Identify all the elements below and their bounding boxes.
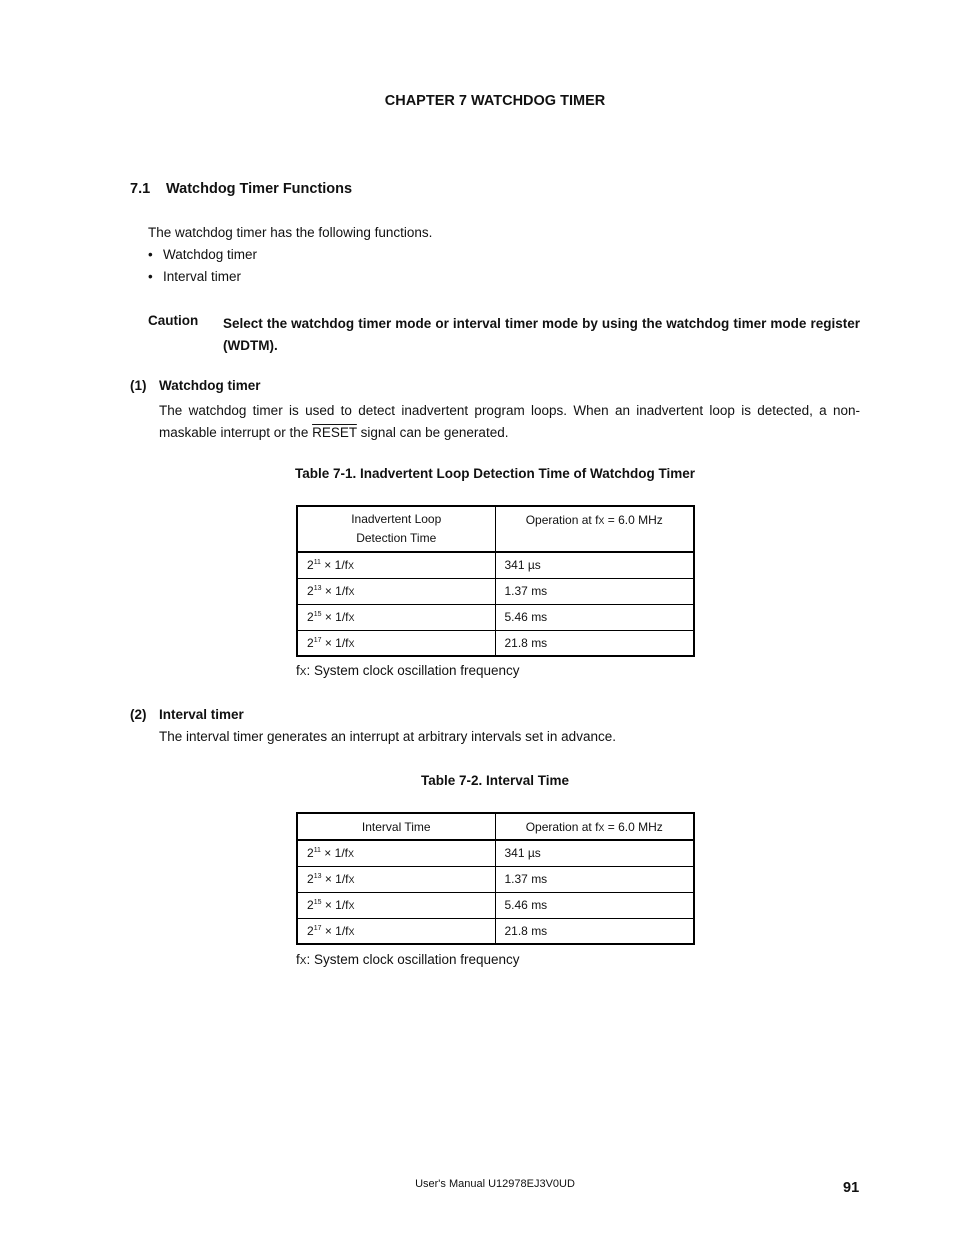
function-label: Watchdog timer <box>163 247 258 262</box>
table-2-caption: Table 7-2. Interval Time <box>420 773 570 788</box>
table-1-header-row <box>297 506 694 552</box>
table-2-header-right: Operation at fX = 6.0 MHz <box>495 813 694 840</box>
chapter-title: CHAPTER 7 WATCHDOG TIMER <box>384 93 606 109</box>
table-1-value-cell: 341 µs <box>495 552 694 578</box>
table-2 <box>296 812 695 945</box>
item-2-number: (2) <box>130 707 147 722</box>
item-2-body: The interval timer generates an interrupt at arbitrary intervals set in advance. <box>159 729 616 744</box>
table-2-value-cell: 5.46 ms <box>495 892 694 918</box>
function-list-item <box>148 269 241 284</box>
item-1-body-start: The watchdog timer is used to detect inadvertent program loops. When an inadvertent loop is detected, a non-maskable interrupt or the <box>159 403 860 440</box>
bullet-icon: • <box>148 269 153 284</box>
reset-signal-label: RESET <box>312 425 357 440</box>
bullet-icon: • <box>148 247 153 262</box>
table-2-header-left: Interval Time <box>297 813 495 840</box>
intro-text: The watchdog timer has the following functions. <box>148 225 433 240</box>
table-1-caption: Table 7-1. Inadvertent Loop Detection Time of Watchdog Timer <box>294 466 696 481</box>
table-row <box>297 604 694 630</box>
table-2-time-cell: $2^{17} \times 1/fX$ <box>297 918 495 944</box>
item-2-title: Interval timer <box>159 707 244 722</box>
table-row <box>297 918 694 944</box>
table-1-value-cell: 1.37 ms <box>495 578 694 604</box>
function-label: Interval timer <box>163 269 242 284</box>
item-1-body-end: signal can be generated. <box>356 425 509 440</box>
table-2-time-cell: $2^{15} \times 1/fX$ <box>297 892 495 918</box>
table-2-header-row <box>297 813 694 840</box>
table-row <box>297 552 694 578</box>
item-1-body <box>159 400 860 444</box>
table-1-header-left-line2: Detection Time <box>356 531 437 545</box>
table-row <box>297 578 694 604</box>
table-1-value-cell: 5.46 ms <box>495 604 694 630</box>
table-2-value-cell: 1.37 ms <box>495 866 694 892</box>
table-2-note: fX: System clock oscillation frequency <box>296 952 520 967</box>
table-1 <box>296 505 695 657</box>
table-row <box>297 892 694 918</box>
table-1-time-cell: $2^{11} \times 1/fX$ <box>297 552 495 578</box>
table-row <box>297 630 694 656</box>
table-1-note: fX: System clock oscillation frequency <box>296 663 520 678</box>
table-row <box>297 840 694 866</box>
table-1-header-left <box>297 506 495 552</box>
page-number: 91 <box>843 1180 860 1196</box>
caution-text: Select the watchdog timer mode or interval timer mode by using the watchdog timer mode register (WDTM). <box>223 316 860 353</box>
caution-label: Caution <box>148 313 199 328</box>
table-2-value-cell: 341 µs <box>495 840 694 866</box>
table-1-value-cell: 21.8 ms <box>495 630 694 656</box>
table-1-time-cell: $2^{17} \times 1/fX$ <box>297 630 495 656</box>
table-2-value-cell: 21.8 ms <box>495 918 694 944</box>
table-2-time-cell: $2^{13} \times 1/fX$ <box>297 866 495 892</box>
table-1-header-right: Operation at fX = 6.0 MHz <box>495 506 694 552</box>
item-1-title: Watchdog timer <box>159 378 261 393</box>
table-1-time-cell: $2^{13} \times 1/fX$ <box>297 578 495 604</box>
section-title: Watchdog Timer Functions <box>166 181 353 197</box>
table-1-header-left-line1: Inadvertent Loop <box>351 512 442 526</box>
function-list-item <box>148 247 257 262</box>
table-2-time-cell: $2^{11} \times 1/fX$ <box>297 840 495 866</box>
section-number: 7.1 <box>130 181 151 197</box>
item-1-number: (1) <box>130 378 147 393</box>
footer-manual-id: User's Manual U12978EJ3V0UD <box>415 1178 575 1190</box>
table-1-time-cell: $2^{15} \times 1/fX$ <box>297 604 495 630</box>
table-row <box>297 866 694 892</box>
